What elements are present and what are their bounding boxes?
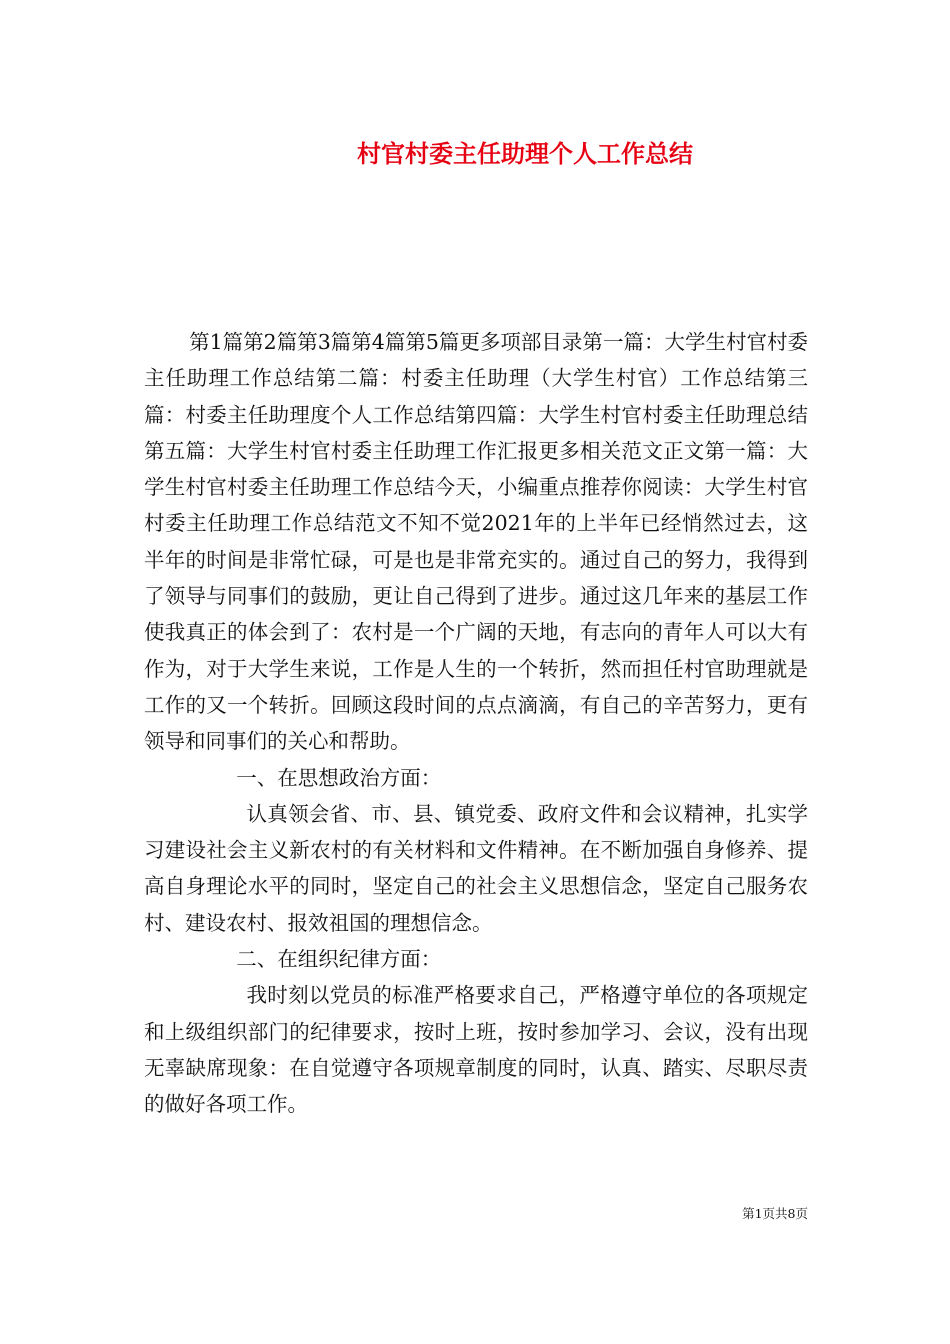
section-heading-discipline: 二、在组织纪律方面：: [236, 947, 442, 972]
section-content-ideology: 认真领会省、市、县、镇党委、政府文件和会议精神，扎实学习建设社会主义新农村的有关材料和文件精神。在不断加强自身修养、提高自身理论水平的同时，坚定自己的社会主义思想信念，坚定自己服务农村、建设农村、报效祖国的理想信念。: [144, 801, 808, 935]
intro-paragraph: 第1篇第2篇第3篇第4篇第5篇更多项部目录第一篇：大学生村官村委主任助理工作总结第二篇：村委主任助理（大学生村官）工作总结第三篇：村委主任助理度个人工作总结第四篇：大学生村官村委主任助理总结第五篇：大学生村官村委主任助理工作汇报更多相关范文正文第一篇：大学生村官村委主任助理工作总结今天，小编重点推荐你阅读：大学生村官村委主任助理工作总结范文不知不觉2021年的上半年已经悄然过去，这半年的时间是非常忙碌，可是也是非常充实的。通过自己的努力，我得到了领导与同事们的鼓励，更让自己得到了进步。通过这几年来的基层工作使我真正的体会到了：农村是一个广阔的天地，有志向的青年人可以大有作为，对于大学生来说，工作是人生的一个转折，然而担任村官助理就是工作的又一个转折。回顾这段时间的点点滴滴，有自己的辛苦努力，更有领导和同事们的关心和帮助。: [144, 330, 808, 754]
section-heading-ideology: 一、在思想政治方面：: [236, 765, 442, 790]
page-number: 第1页共8页: [742, 1206, 808, 1221]
section-content-discipline: 我时刻以党员的标准严格要求自己，严格遵守单位的各项规定和上级组织部门的纪律要求，按时上班，按时参加学习、会议，没有出现无辜缺席现象：在自觉遵守各项规章制度的同时，认真、踏实、尽职尽责的做好各项工作。: [144, 983, 808, 1117]
document-body: [144, 324, 808, 1123]
document-title: 村官村委主任助理个人工作总结: [357, 139, 693, 168]
